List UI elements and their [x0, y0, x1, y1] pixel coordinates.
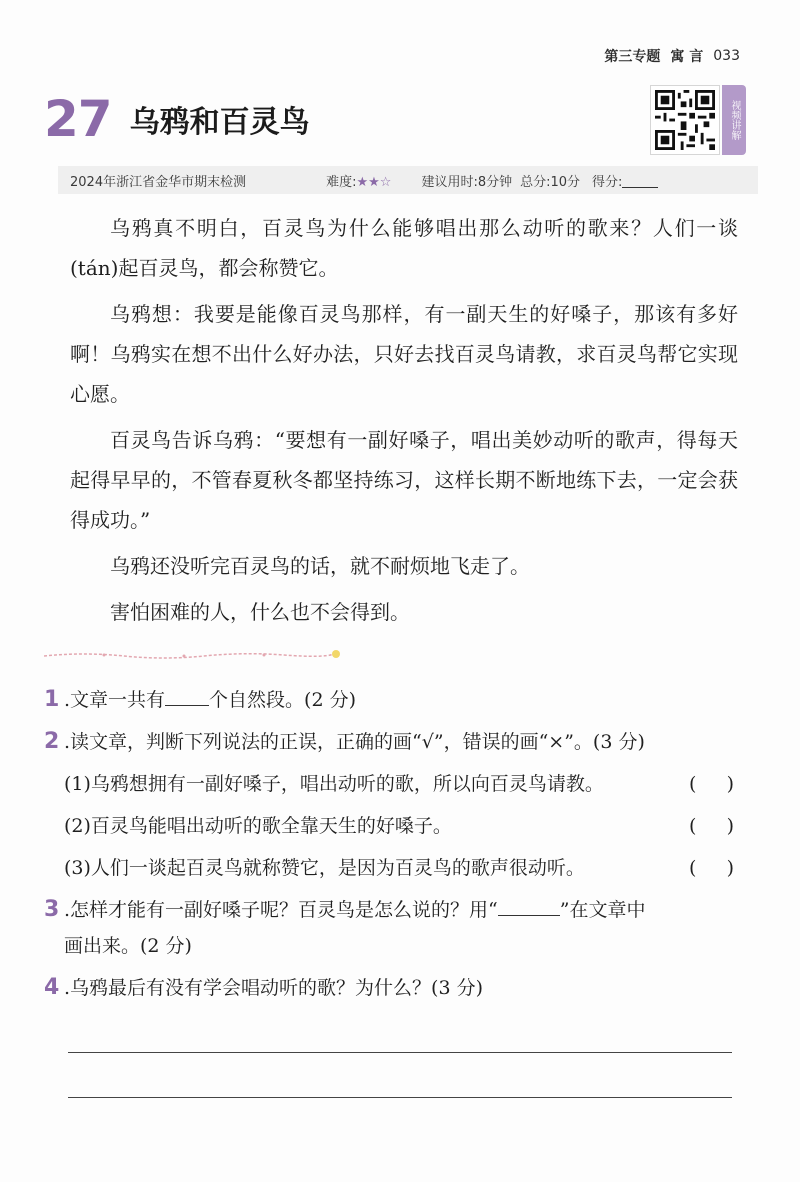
- answer-parentheses[interactable]: ( ): [688, 773, 734, 795]
- judgment-item-text: (2)百灵鸟能唱出动听的歌全靠天生的好嗓子。: [64, 815, 452, 837]
- suggested-time: 建议用时:8分钟: [421, 174, 513, 190]
- question-number: 4: [44, 975, 60, 1000]
- story-text: [70, 208, 738, 638]
- page-header: [604, 46, 740, 66]
- lesson-title: 乌鸦和百灵鸟: [129, 105, 310, 140]
- score-blank[interactable]: [622, 173, 658, 188]
- question-2-text: .读文章，判断下列说法的正误，正确的画“√”，错误的画“×”。(3 分): [64, 731, 645, 753]
- score-label: 得分:: [592, 174, 623, 190]
- topic-label: 寓 言: [670, 49, 704, 65]
- story-paragraph: 乌鸦想：我要是能像百灵鸟那样，有一副天生的好嗓子，那该有多好啊！乌鸦实在想不出什么好办法，只好去找百灵鸟请教，求百灵鸟帮它实现心愿。: [70, 302, 738, 406]
- page-number: 033: [713, 48, 740, 64]
- qr-code-icon: [655, 90, 715, 150]
- question-4-text: .乌鸦最后有没有学会唱动听的歌？为什么？(3 分): [64, 977, 483, 999]
- lesson-number: 27: [44, 90, 112, 148]
- judgment-item: [44, 850, 744, 886]
- difficulty-label: 难度:: [326, 174, 357, 190]
- question-3-tail: ”在文章中: [559, 899, 646, 921]
- difficulty-empty-star: ☆: [379, 174, 392, 190]
- story-paragraph: 乌鸦还没听完百灵鸟的话，就不耐烦地飞走了。: [110, 554, 530, 578]
- answer-line[interactable]: [68, 1097, 732, 1098]
- question-number: 3: [44, 897, 60, 922]
- qr-code[interactable]: [650, 85, 720, 155]
- question-number: 1: [44, 687, 60, 712]
- answer-line[interactable]: [68, 1052, 732, 1053]
- story-paragraph: 乌鸦真不明白，百灵鸟为什么能够唱出那么动听的歌来？人们一谈(tán)起百灵鸟，都会称赞它。: [70, 216, 738, 280]
- question-4: [44, 970, 744, 1006]
- paragraph-count-blank[interactable]: [165, 683, 209, 706]
- question-number: 2: [44, 729, 60, 754]
- question-2: [44, 724, 744, 760]
- question-3-text: .怎样才能有一副好嗓子呢？百灵鸟是怎么说的？用“: [64, 899, 498, 921]
- judgment-item: [44, 808, 744, 844]
- info-bar: [58, 166, 758, 194]
- question-3: [44, 892, 744, 964]
- question-1-text: .文章一共有: [64, 689, 166, 711]
- answer-parentheses[interactable]: ( ): [688, 815, 734, 837]
- question-1-tail: 个自然段。(2 分): [209, 689, 357, 711]
- question-1: [44, 682, 744, 718]
- section-label: 第三专题: [604, 49, 661, 65]
- question-3-line2: 画出来。(2 分): [64, 935, 192, 957]
- decorative-divider: [44, 648, 344, 662]
- answer-parentheses[interactable]: ( ): [688, 857, 734, 879]
- difficulty-stars: ★★: [356, 174, 380, 190]
- judgment-item-text: (1)乌鸦想拥有一副好嗓子，唱出动听的歌，所以向百灵鸟请教。: [64, 773, 604, 795]
- judgment-item-text: (3)人们一谈起百灵鸟就称赞它，是因为百灵鸟的歌声很动听。: [64, 857, 585, 879]
- difficulty: [326, 171, 391, 190]
- lesson-title-row: [44, 90, 310, 148]
- questions: [44, 682, 744, 1006]
- judgment-item: [44, 766, 744, 802]
- total-score: 总分:10分: [520, 174, 581, 190]
- exam-source: 2024年浙江省金华市期末检测: [70, 174, 247, 190]
- video-explanation-tag[interactable]: 视频讲解: [722, 85, 746, 155]
- story-paragraph: 害怕困难的人，什么也不会得到。: [110, 600, 410, 624]
- story-paragraph: 百灵鸟告诉乌鸦：“要想有一副好嗓子，唱出美妙动听的歌声，得每天起得早早的，不管春夏秋冬都坚持练习，这样长期不断地练下去，一定会获得成功。”: [70, 428, 738, 532]
- underline-symbol: [498, 893, 560, 916]
